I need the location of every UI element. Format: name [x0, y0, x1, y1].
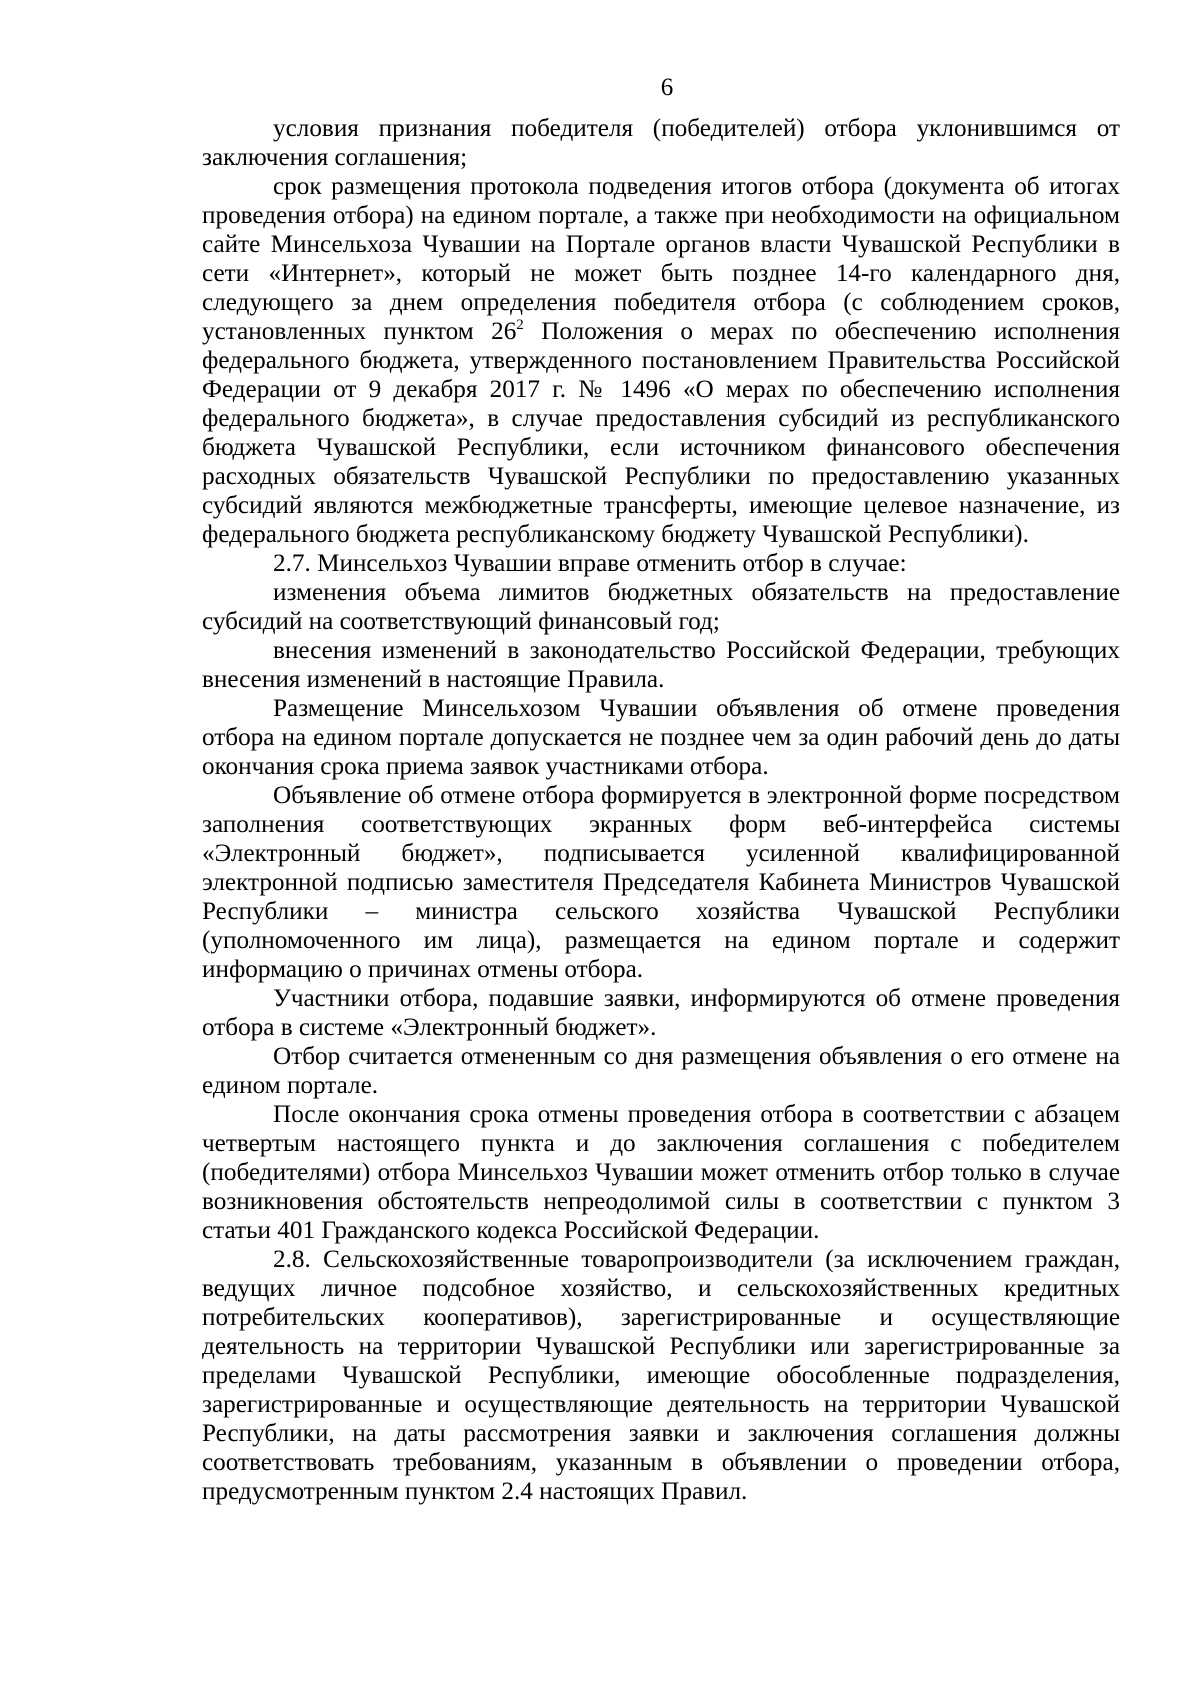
- paragraph: Участники отбора, подавшие заявки, информируются об отмене проведения отбора в системе «Электронный бюджет».: [202, 985, 1120, 1041]
- paragraph: Объявление об отмене отбора формируется в электронной форме посредством заполнения соответствующих экранных форм веб-интерфейса системы «Электронный бюджет», подписывается усиленной квалифицированной электронной подписью заместителя Председателя Кабинета Министров Чувашской Республики – министра сельского хозяйства Чувашской Республики (уполномоченного им лица), размещается на едином портале и содержит информацию о причинах отмены отбора.: [202, 782, 1120, 983]
- paragraph: изменения объема лимитов бюджетных обязательств на предоставление субсидий на соответствующий финансовый год;: [202, 579, 1120, 635]
- paragraph: После окончания срока отмены проведения отбора в соответствии с абзацем четвертым настоящего пункта и до заключения соглашения с победителем (победителями) отбора Минсельхоз Чувашии может отменить отбор только в случае возникновения обстоятельств непреодолимой силы в соответствии с пунктом 3 статьи 401 Гражданского кодекса Российской Федерации.: [202, 1101, 1120, 1244]
- paragraph-text: срок размещения протокола подведения итогов отбора (документа об итогах проведения отбора) на едином портале, а также при необходимости на официальном сайте Минсельхоза Чувашии на Портале органов власти Чувашской Республики в сети «Интернет», который не может быть позднее 14-го календарного дня, следующего за днем определения победителя отбора (с соблюдением сроков, установленных пунктом 26: [202, 173, 1120, 345]
- paragraph: Размещение Минсельхозом Чувашии объявления об отмене проведения отбора на едином портале допускается не позднее чем за один рабочий день до даты окончания срока приема заявок участниками отбора.: [202, 695, 1120, 780]
- page-number: 6: [660, 74, 674, 101]
- paragraph: внесения изменений в законодательство Российской Федерации, требующих внесения изменений в настоящие Правила.: [202, 637, 1120, 693]
- paragraph: Отбор считается отмененным со дня размещения объявления о его отмене на едином портале.: [202, 1043, 1120, 1099]
- superscript: 2: [516, 317, 524, 333]
- document-body: [202, 114, 1120, 1506]
- paragraph: 2.7. Минсельхоз Чувашии вправе отменить отбор в случае:: [273, 550, 907, 577]
- paragraph: 2.8. Сельскохозяйственные товаропроизводители (за исключением граждан, ведущих личное подсобное хозяйство, и сельскохозяйственных кредитных потребительских кооперативов), зарегистрированные и осуществляющие деятельность на территории Чувашской Республики или зарегистрированные за пределами Чувашской Республики, имеющие обособленные подразделения, зарегистрированные и осуществляющие деятельность на территории Чувашской Республики, на даты рассмотрения заявки и заключения соглашения должны соответствовать требованиям, указанным в объявлении о проведении отбора, предусмотренным пунктом 2.4 настоящих Правил.: [202, 1246, 1120, 1505]
- paragraph: условия признания победителя (победителей) отбора уклонившимся от заключения соглашения;: [202, 115, 1120, 171]
- paragraph: [202, 172, 1120, 549]
- paragraph-text: Положения о мерах по обеспечению исполнения федерального бюджета, утвержденного постановлением Правительства Российской Федерации от 9 декабря 2017 г. № 1496 «О мерах по обеспечению исполнения федерального бюджета», в случае предоставления субсидий из республиканского бюджета Чувашской Республики, если источником финансового обеспечения расходных обязательств Чувашской Республики по предоставлению указанных субсидий являются межбюджетные трансферты, имеющие целевое назначение, из федерального бюджета республиканскому бюджету Чувашской Республики).: [202, 318, 1120, 548]
